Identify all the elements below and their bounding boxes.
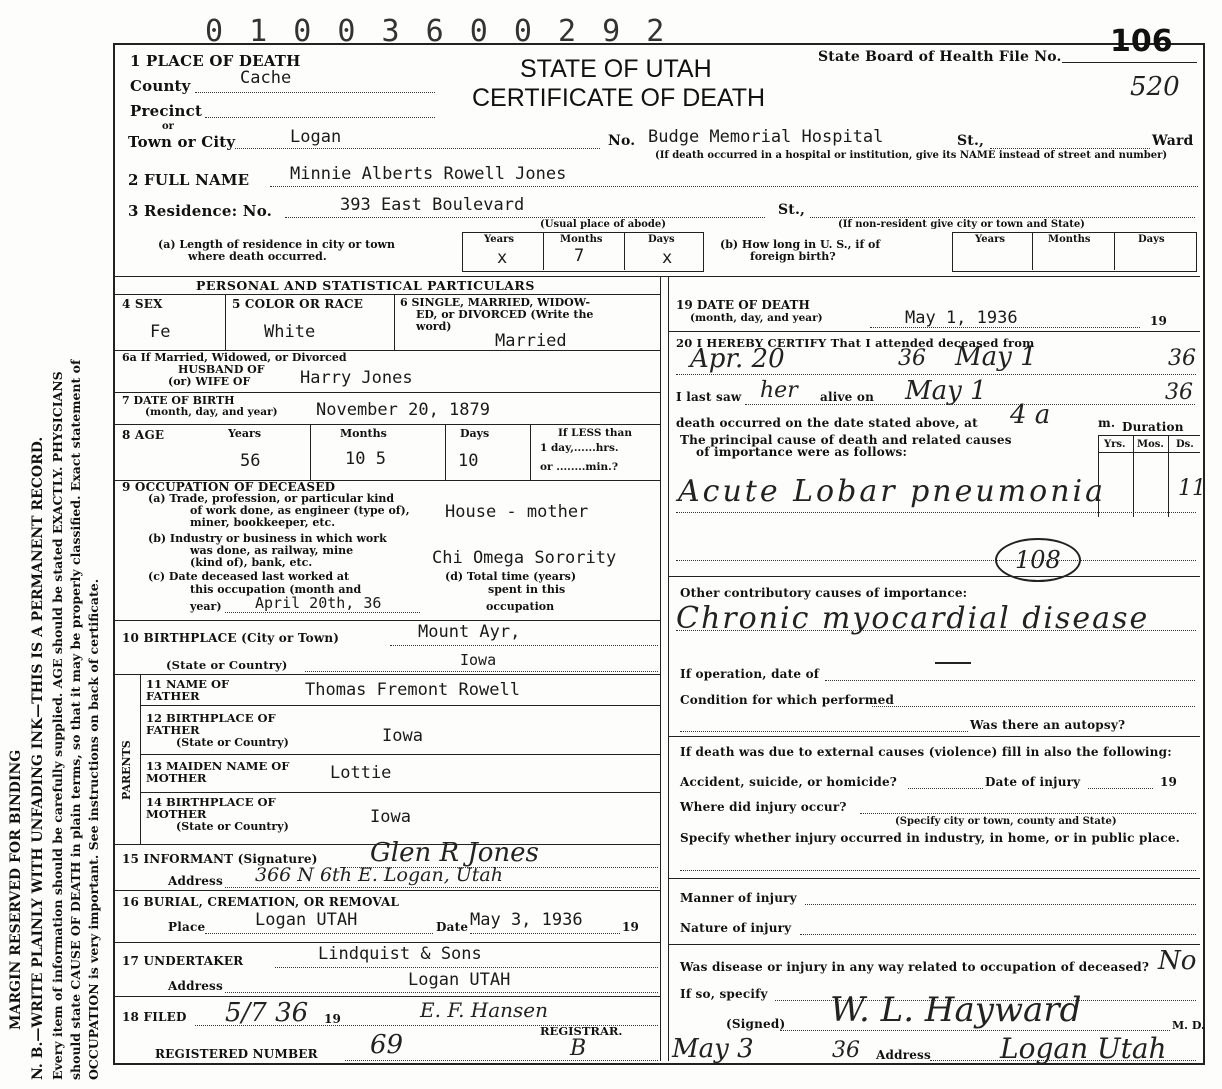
marital-label-2: ED, or DIVORCED (Write the xyxy=(416,308,594,321)
age-months-value: 10 5 xyxy=(345,449,386,469)
occ-d-label-3: occupation xyxy=(486,600,555,613)
age-months-label: Months xyxy=(340,427,387,440)
margin-instructions-1: Every item of information should be carefully supplied. AGE should be stated EXACTLY. PHYSICIANS xyxy=(50,371,65,1080)
file-no: 106 xyxy=(1110,24,1173,59)
autopsy-label: Was there an autopsy? xyxy=(970,718,1126,732)
margin-instructions-3: OCCUPATION is very important. See instructions on back of certificate. xyxy=(86,578,101,1080)
undertaker-label: 17 UNDERTAKER xyxy=(122,954,244,968)
marital-label-3: word) xyxy=(416,320,452,333)
marital-label-1: 6 SINGLE, MARRIED, WIDOW- xyxy=(400,296,591,309)
contrib-value: Chronic myocardial disease xyxy=(676,601,1150,636)
burial-place-value: Logan UTAH xyxy=(255,910,358,930)
attend-to: May 1 xyxy=(955,342,1037,372)
res-days-value: x xyxy=(662,248,673,268)
filed-date: 5/7 36 xyxy=(225,998,309,1028)
undertaker-address-label: Address xyxy=(168,979,223,993)
town-value: Logan xyxy=(290,127,342,147)
town-label: Town or City xyxy=(128,133,236,151)
spouse-label-2: HUSBAND OF xyxy=(178,363,265,376)
less-label-1: If LESS than xyxy=(558,427,632,439)
birthplace-state-label: (State or Country) xyxy=(166,658,288,672)
age-years-label: Years xyxy=(228,427,262,440)
mother-name-label: 13 MAIDEN NAME OF MOTHER xyxy=(146,759,290,785)
no-label: No. xyxy=(608,133,636,149)
attend-to-year: 36 xyxy=(1168,346,1196,371)
occ-a-label-1: (a) Trade, profession, or particular kind xyxy=(148,492,395,505)
residence-label: 3 Residence: No. xyxy=(128,202,273,220)
date-of-death-value: May 1, 1936 xyxy=(905,308,1018,328)
father-name-value: Thomas Fremont Rowell xyxy=(305,680,520,700)
length-residence-label-1: (a) Length of residence in city or town xyxy=(158,238,396,251)
condition-label: Condition for which performed xyxy=(680,693,895,707)
precinct-label: Precinct xyxy=(130,102,203,120)
death-time: 4 a xyxy=(1010,400,1051,430)
occ-c-value: April 20th, 36 xyxy=(255,594,382,612)
certificate-title: CERTIFICATE OF DEATH xyxy=(472,84,766,112)
occ-b-label-2: was done, as railway, mine xyxy=(190,544,354,557)
reg-number-label: REGISTERED NUMBER xyxy=(155,1047,318,1061)
state-title: STATE OF UTAH xyxy=(520,55,712,83)
margin-binding-note: MARGIN RESERVED FOR BINDING xyxy=(8,749,24,1030)
or-label: or xyxy=(162,121,174,132)
dob-label-1: 7 DATE OF BIRTH xyxy=(122,394,235,407)
burial-date-label: Date xyxy=(436,920,469,934)
age-days-label: Days xyxy=(460,427,490,440)
father-name-label: 11 NAME OF FATHER xyxy=(146,677,230,703)
burial-label: 16 BURIAL, CREMATION, OR REMOVAL xyxy=(122,895,400,909)
age-label: 8 AGE xyxy=(122,428,165,442)
color-value: White xyxy=(264,322,316,342)
m-label: m. xyxy=(1098,416,1116,430)
sex-label: 4 SEX xyxy=(122,297,163,311)
dob-value: November 20, 1879 xyxy=(316,400,490,420)
last-saw-date: May 1 xyxy=(905,376,987,406)
occ-d-label-1: (d) Total time (years) xyxy=(445,570,577,583)
last-saw-year: 36 xyxy=(1165,380,1193,405)
occ-b-label-3: (kind of), bank, etc. xyxy=(190,556,313,569)
age-days-value: 10 xyxy=(458,451,479,471)
spouse-value: Harry Jones xyxy=(300,368,413,388)
mother-bp-sub: (State or Country) xyxy=(176,820,289,833)
spouse-label-3: (or) WIFE OF xyxy=(168,375,251,388)
personal-heading: PERSONAL AND STATISTICAL PARTICULARS xyxy=(196,278,535,293)
signature-address-label: Address xyxy=(876,1048,931,1062)
occ-b-value: Chi Omega Sorority xyxy=(432,548,617,568)
res-months-value: 7 xyxy=(574,246,585,266)
certify-label: 20 I HEREBY CERTIFY That I attended deceased from xyxy=(676,336,1035,350)
external-causes-label: If death was due to external causes (violence) fill in also the following: xyxy=(680,745,1172,759)
md-label: M. D. xyxy=(1172,1019,1205,1032)
less-label-3: or ........min.? xyxy=(540,461,618,473)
nonresident-note: (If non-resident give city or town and State) xyxy=(838,219,1085,230)
us-years-label: Years xyxy=(975,234,1006,245)
dob-label-2: (month, day, and year) xyxy=(145,406,278,418)
serial-number: 0 1 0 0 3 6 0 0 2 9 2 xyxy=(205,14,669,49)
father-bp-label: 12 BIRTHPLACE OF FATHER xyxy=(146,711,276,737)
us-residence-label-1: (b) How long in U. S., if of xyxy=(720,238,881,251)
color-label: 5 COLOR OR RACE xyxy=(232,297,364,311)
birthplace-label: 10 BIRTHPLACE (City or Town) xyxy=(122,631,340,645)
place-heading: 1 PLACE OF DEATH xyxy=(130,52,301,70)
occ-d-label-2: spent in this xyxy=(488,583,566,596)
father-bp-value: Iowa xyxy=(382,726,423,746)
age-years-value: 56 xyxy=(240,451,261,471)
alive-on-label: alive on xyxy=(820,390,875,404)
res-years-label: Years xyxy=(484,234,515,245)
mos-label: Mos. xyxy=(1137,439,1164,450)
mother-name-value: Lottie xyxy=(330,763,392,783)
signed-label: (Signed) xyxy=(726,1017,786,1031)
reg-b-value: B xyxy=(570,1036,587,1061)
file-no-handwritten: 520 xyxy=(1130,72,1180,102)
injury-date-label: Date of injury xyxy=(985,775,1081,789)
occ-c-label-3: year) xyxy=(190,600,222,613)
file-no-label: State Board of Health File No. xyxy=(818,49,1062,65)
res-years-value: x xyxy=(497,248,508,268)
usual-abode-note: (Usual place of abode) xyxy=(540,219,666,230)
attend-from-year: 36 xyxy=(898,346,926,371)
if-so-label: If so, specify xyxy=(680,987,768,1001)
margin-ink-note: N. B.—WRITE PLAINLY WITH UNFADING INK—THIS IS A PERMANENT RECORD. xyxy=(30,436,46,1080)
mother-bp-label: 14 BIRTHPLACE OF MOTHER xyxy=(146,795,276,821)
res-months-label: Months xyxy=(560,234,603,245)
birthplace-city: Mount Ayr, xyxy=(418,622,521,642)
where-injury-label: Where did injury occur? xyxy=(680,800,847,814)
us-residence-label-2: foreign birth? xyxy=(750,250,836,263)
burial-nineteen: 19 xyxy=(622,920,640,934)
marital-value: Married xyxy=(495,331,567,351)
occ-c-label-2: this occupation (month and xyxy=(190,583,362,596)
informant-address-label: Address xyxy=(168,874,223,888)
informant-label: 15 INFORMANT (Signature) xyxy=(122,852,318,866)
manner-label: Manner of injury xyxy=(680,891,797,905)
residence-value: 393 East Boulevard xyxy=(340,195,525,215)
injury-date-nineteen: 19 xyxy=(1160,775,1178,789)
mother-bp-value: Iowa xyxy=(370,807,411,827)
length-residence-label-2: where death occurred. xyxy=(188,250,327,263)
father-bp-sub: (State or Country) xyxy=(176,736,289,749)
spouse-label-1: 6a If Married, Widowed, or Divorced xyxy=(122,351,347,364)
contrib-label: Other contributory causes of importance: xyxy=(680,586,968,600)
filed-label: 18 FILED xyxy=(122,1010,187,1024)
street-value: Budge Memorial Hospital xyxy=(648,127,884,147)
reg-number-value: 69 xyxy=(370,1030,404,1060)
informant-signature: Glen R Jones xyxy=(370,838,539,868)
related-label: Was disease or injury in any way related to occupation of deceased? xyxy=(680,960,1150,974)
occ-a-label-3: miner, bookkeeper, etc. xyxy=(190,516,336,529)
signature-date: May 3 xyxy=(672,1034,754,1064)
occ-a-label-2: of work done, as engineer (type of), xyxy=(190,504,410,517)
cause-duration-days: 11 xyxy=(1178,476,1206,501)
signature-year: 36 xyxy=(832,1038,860,1063)
margin-instructions-2: should state CAUSE OF DEATH in plain terms, so that it may be properly classified. Exact statement of xyxy=(68,359,83,1080)
signature-address: Logan Utah xyxy=(1000,1032,1167,1065)
undertaker-value: Lindquist & Sons xyxy=(318,944,482,964)
registrar-label: REGISTRAR. xyxy=(540,1024,623,1038)
less-label-2: 1 day,......hrs. xyxy=(540,442,619,454)
birthplace-state: Iowa xyxy=(460,651,497,669)
burial-place-label: Place xyxy=(168,920,206,934)
full-name-label: 2 FULL NAME xyxy=(128,171,250,189)
occ-c-label-1: (c) Date deceased last worked at xyxy=(148,570,350,583)
death-occurred-label: death occurred on the date stated above, at xyxy=(676,416,978,430)
sex-value: Fe xyxy=(150,322,171,342)
ds-label: Ds. xyxy=(1176,439,1194,450)
related-value: No xyxy=(1158,946,1197,976)
operation-label: If operation, date of xyxy=(680,667,820,681)
registrar-signature: E. F. Hansen xyxy=(420,998,549,1022)
us-months-label: Months xyxy=(1048,234,1091,245)
filed-nineteen: 19 xyxy=(324,1012,342,1026)
informant-address: 366 N 6th E. Logan, Utah xyxy=(255,864,503,886)
full-name-value: Minnie Alberts Rowell Jones xyxy=(290,164,567,184)
specify-industry-label: Specify whether injury occurred in industry, in home, or in public place. xyxy=(680,831,1181,845)
ward-label: Ward xyxy=(1152,133,1194,149)
occupation-heading: 9 OCCUPATION OF DECEASED xyxy=(122,480,336,494)
specify-city-note: (Specify city or town, county and State) xyxy=(895,816,1117,827)
county-value: Cache xyxy=(240,68,292,88)
undertaker-address: Logan UTAH xyxy=(408,970,511,990)
cause-value: Acute Lobar pneumonia xyxy=(678,474,1106,509)
duration-label: Duration xyxy=(1122,420,1184,434)
last-saw-value: her xyxy=(760,378,798,403)
parents-side-label: PARENTS xyxy=(120,740,133,800)
nature-label: Nature of injury xyxy=(680,921,792,935)
last-saw-label: I last saw xyxy=(676,390,742,404)
cause-label-2: of importance were as follows: xyxy=(696,445,908,459)
us-days-label: Days xyxy=(1138,234,1165,245)
burial-date-value: May 3, 1936 xyxy=(470,910,583,930)
hospital-note: (If death occurred in a hospital or institution, give its NAME instead of street and number) xyxy=(655,150,1168,161)
date-of-death-nineteen: 19 xyxy=(1150,314,1168,328)
attend-from: Apr. 20 xyxy=(690,344,785,374)
accident-label: Accident, suicide, or homicide? xyxy=(680,775,898,789)
county-label: County xyxy=(130,77,191,95)
res-days-label: Days xyxy=(648,234,675,245)
physician-signature: W. L. Hayward xyxy=(830,990,1082,1030)
st-label: St., xyxy=(957,133,985,149)
cause-code: 108 xyxy=(995,538,1081,582)
yrs-label: Yrs. xyxy=(1104,439,1126,450)
cause-label-1: The principal cause of death and related causes xyxy=(680,433,1012,447)
date-of-death-label-1: 19 DATE OF DEATH xyxy=(676,298,810,312)
residence-st-label: St., xyxy=(778,202,806,218)
date-of-death-label-2: (month, day, and year) xyxy=(690,312,823,324)
occ-b-label-1: (b) Industry or business in which work xyxy=(148,532,387,545)
occ-a-value: House - mother xyxy=(445,502,589,522)
